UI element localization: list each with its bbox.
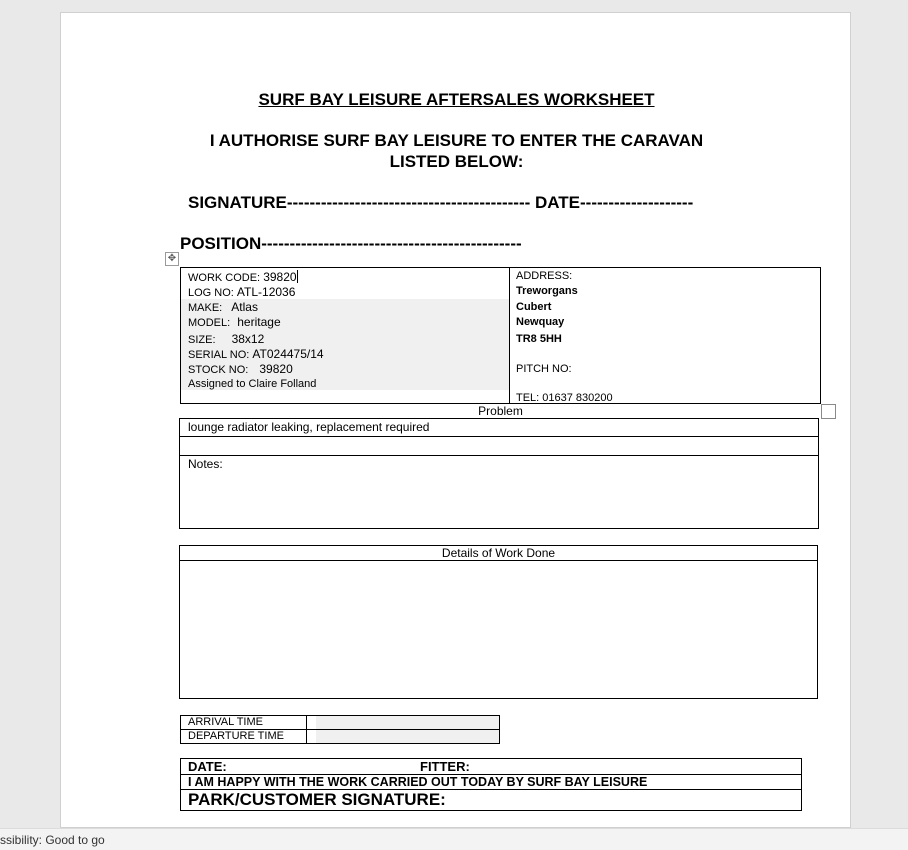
position-line: POSITION----------------------------------------------	[180, 234, 522, 253]
address-line-3: Newquay	[516, 316, 565, 328]
accessibility-status[interactable]: ssibility: Good to go	[0, 833, 105, 847]
arrival-time-field[interactable]	[316, 716, 499, 729]
work-code-value[interactable]: 39820	[263, 270, 297, 284]
document-page[interactable]	[60, 12, 851, 828]
work-code-label: WORK CODE:	[188, 272, 261, 284]
authorisation-line-1: I AUTHORISE SURF BAY LEISURE TO ENTER THE CARAVAN	[209, 131, 704, 150]
checkbox[interactable]	[821, 404, 836, 419]
make-value[interactable]: Atlas	[231, 300, 258, 314]
problem-heading: Problem	[478, 404, 523, 418]
departure-row	[181, 730, 499, 743]
work-done-heading: Details of Work Done	[180, 546, 817, 561]
vehicle-info-table	[180, 267, 821, 404]
address-label: ADDRESS:	[516, 270, 573, 282]
signoff-table	[180, 758, 802, 811]
log-no-row	[188, 285, 295, 299]
authorisation-line-2: LISTED BELOW:	[389, 152, 524, 171]
date-fitter-row[interactable]	[181, 759, 801, 775]
vehicle-details-cell[interactable]	[181, 268, 509, 403]
satisfaction-statement: I AM HAPPY WITH THE WORK CARRIED OUT TODAY BY SURF BAY LEISURE	[188, 775, 648, 789]
work-done-table[interactable]	[179, 545, 818, 699]
make-label: MAKE:	[188, 302, 223, 314]
date-label: DATE:	[188, 759, 227, 774]
size-label: SIZE:	[188, 334, 216, 346]
text-cursor	[297, 270, 298, 283]
satisfaction-row	[181, 775, 801, 790]
fitter-label: FITTER:	[420, 759, 470, 774]
address-line-2: Cubert	[516, 301, 552, 313]
time-table	[180, 715, 500, 744]
problem-blank-row[interactable]	[180, 437, 818, 456]
departure-time-label: DEPARTURE TIME	[181, 730, 307, 743]
size-row	[188, 332, 264, 346]
problem-table	[179, 418, 819, 529]
pitch-no-label: PITCH NO:	[516, 363, 572, 375]
status-bar	[0, 828, 908, 850]
authorisation-statement	[61, 130, 852, 172]
size-value[interactable]: 38x12	[231, 332, 265, 346]
problem-description: lounge radiator leaking, replacement required	[188, 420, 430, 434]
telephone-number: TEL: 01637 830200	[516, 392, 613, 404]
problem-description-row[interactable]	[180, 419, 818, 437]
log-no-value[interactable]: ATL-12036	[236, 285, 296, 299]
telephone	[516, 392, 613, 404]
departure-time-field[interactable]	[316, 730, 499, 743]
model-label: MODEL:	[188, 317, 231, 329]
serial-no-value[interactable]: AT024475/14	[252, 347, 324, 361]
arrival-time-label: ARRIVAL TIME	[181, 716, 307, 729]
customer-signature-row[interactable]	[181, 790, 801, 810]
notes-label: Notes:	[188, 457, 223, 471]
serial-no-label: SERIAL NO:	[188, 349, 250, 361]
model-value[interactable]: heritage	[237, 315, 281, 329]
address-cell[interactable]	[509, 268, 821, 403]
address-line-1: Treworgans	[516, 285, 578, 297]
stock-no-value[interactable]: 39820	[259, 362, 293, 376]
log-no-label: LOG NO:	[188, 287, 234, 299]
assigned-to: Assigned to Claire Folland	[188, 378, 317, 390]
stock-no-row	[188, 362, 293, 376]
arrival-row	[181, 716, 499, 730]
make-row	[188, 300, 258, 314]
model-row	[188, 315, 281, 329]
work-code-row	[188, 270, 298, 284]
worksheet-title: SURF BAY LEISURE AFTERSALES WORKSHEET	[258, 90, 655, 109]
stock-no-label: STOCK NO:	[188, 364, 249, 376]
signature-date-line: SIGNATURE------------------------------------------- DATE--------------------	[188, 193, 694, 212]
address-postcode: TR8 5HH	[516, 333, 562, 345]
serial-no-row	[188, 347, 324, 361]
customer-signature-label: PARK/CUSTOMER SIGNATURE:	[188, 790, 446, 809]
table-move-handle-icon[interactable]: ✥	[165, 252, 179, 266]
